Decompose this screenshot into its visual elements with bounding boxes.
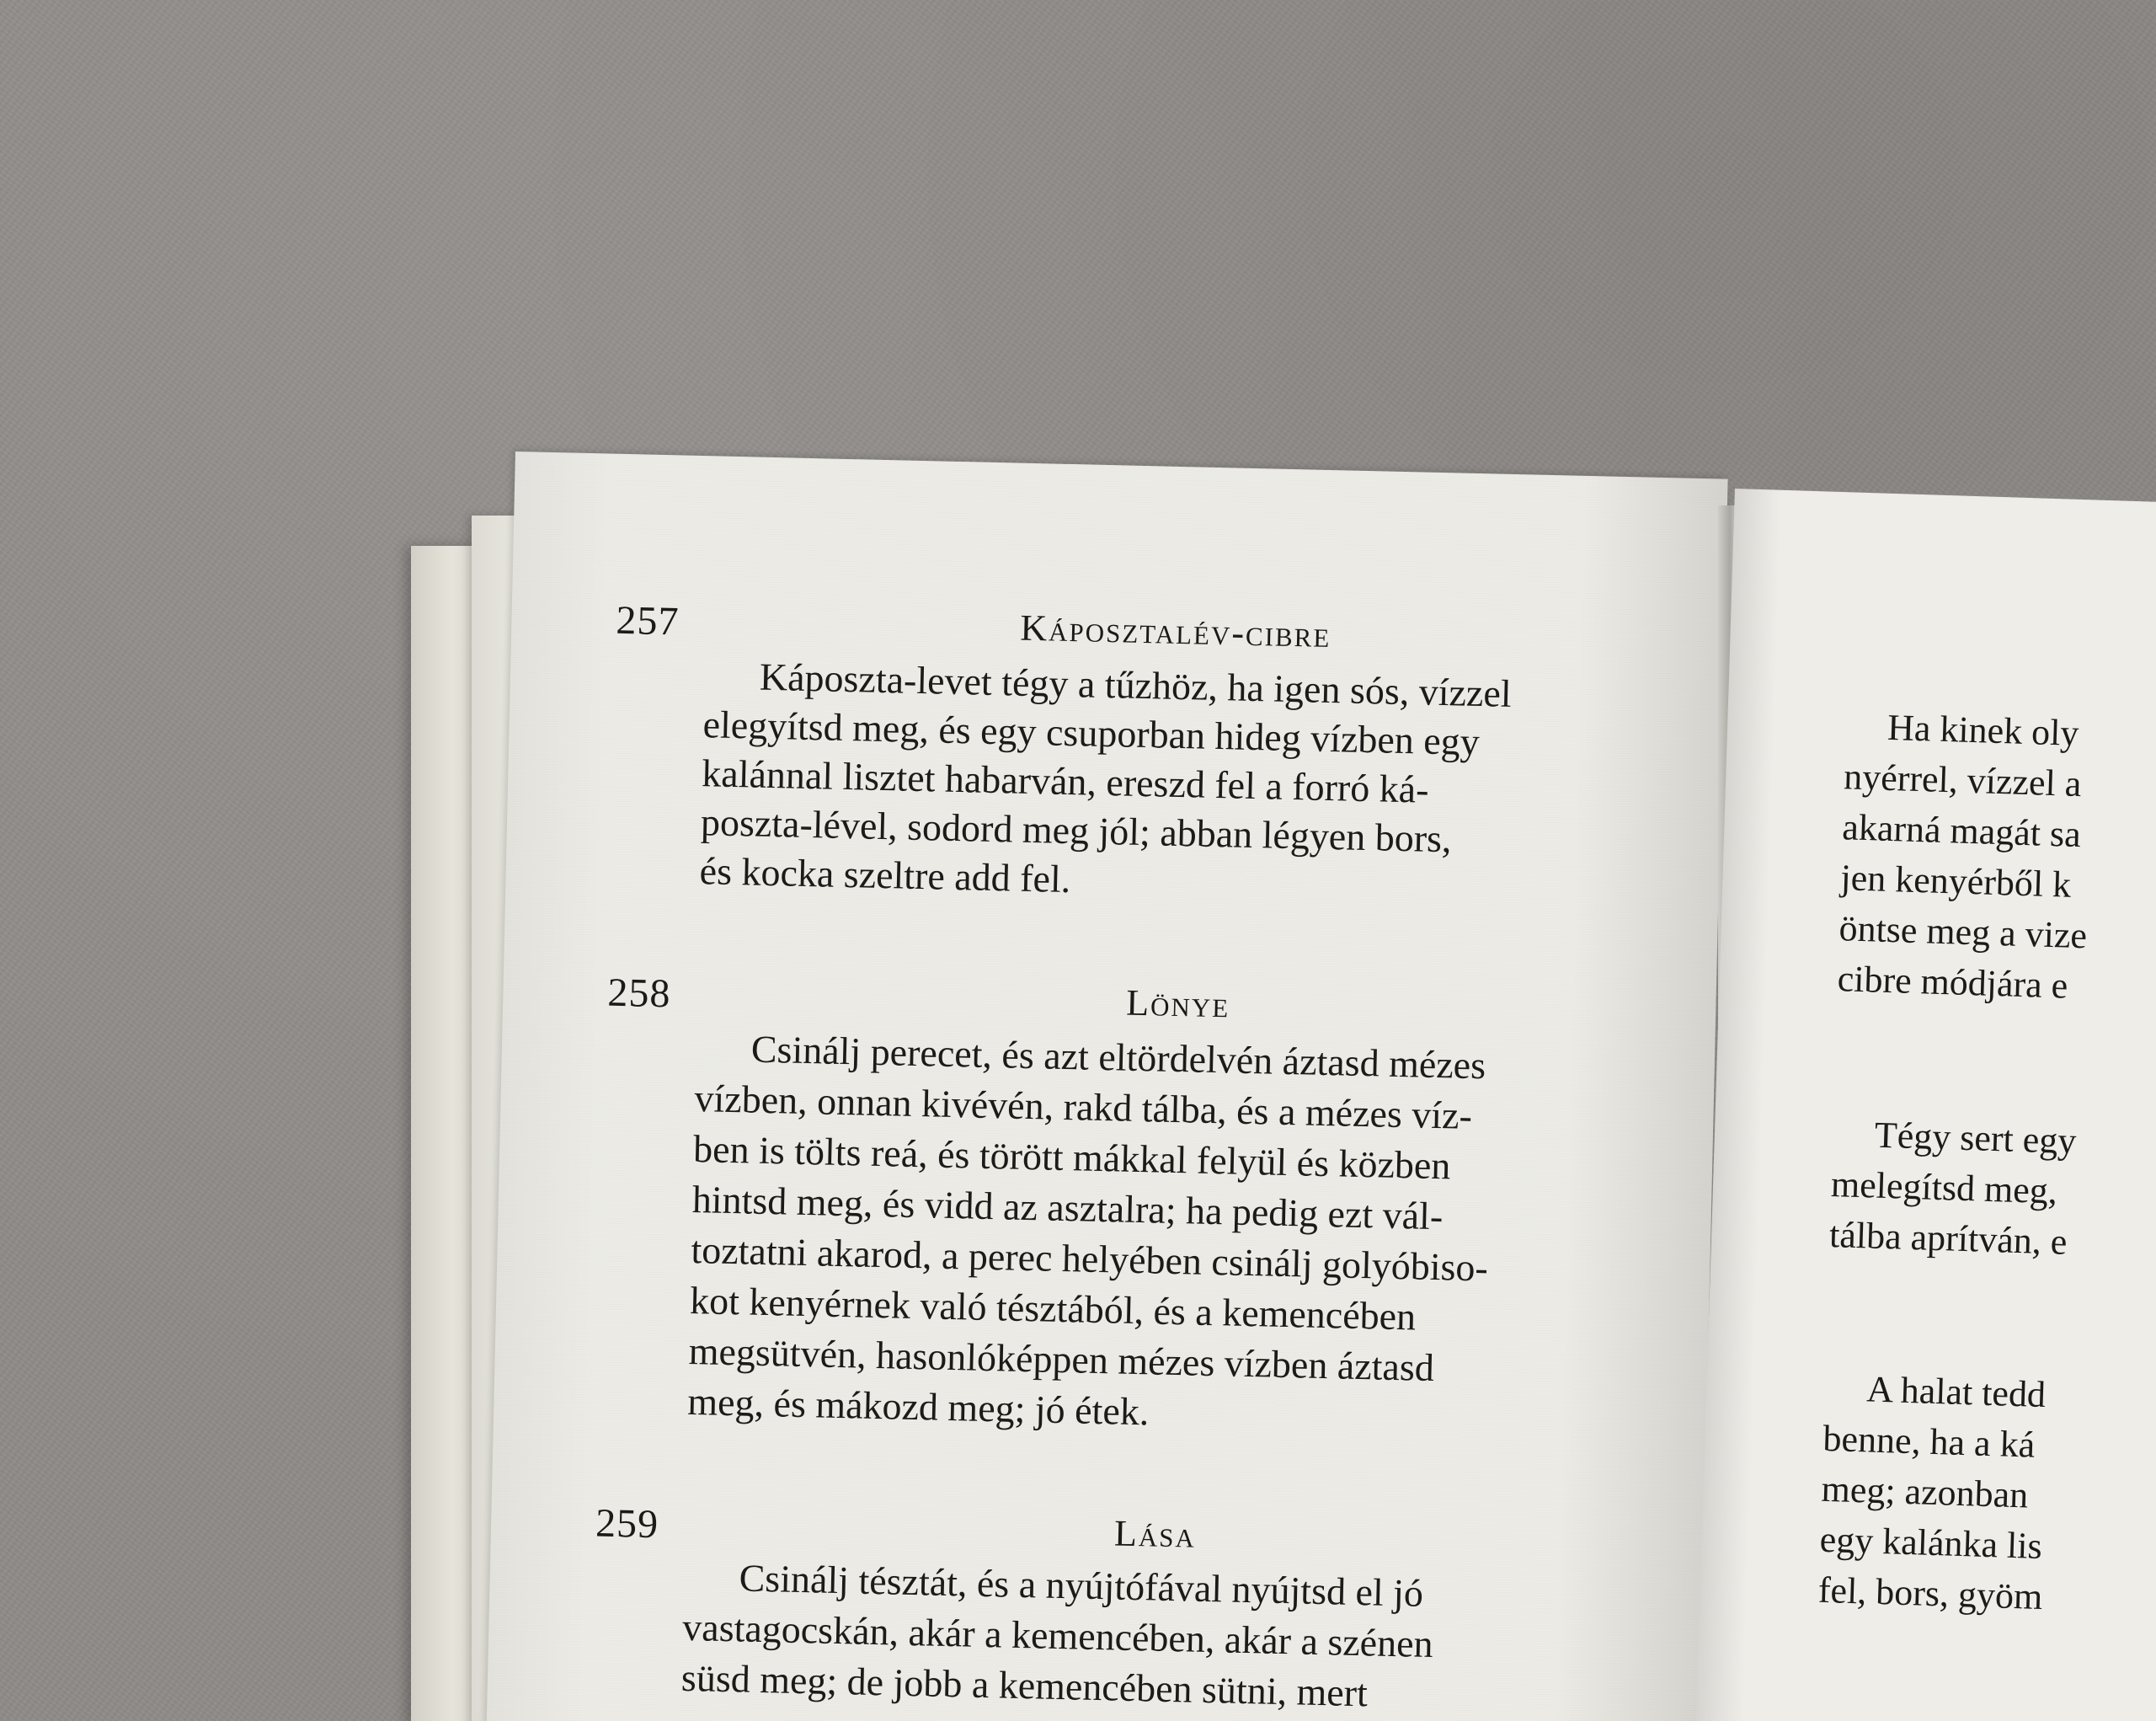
right-block-1-line-4: jen kenyérből k	[1839, 857, 2072, 906]
recipe-number-257: 257	[615, 597, 680, 644]
recipe-257-line-3: kalánnal lisztet habarván, ereszd fel a forró ká-	[701, 751, 1430, 811]
right-block-2-line-3: tálba aprítván, e	[1828, 1213, 2068, 1263]
left-page	[487, 452, 1728, 1721]
recipe-257-line-1: Káposzta-levet tégy a tűzhöz, ha igen sós, vízzel	[759, 655, 1513, 715]
recipe-258-line-6: kot kenyérnek való tésztából, és a kemencében	[689, 1278, 1417, 1339]
right-block-1-line-1: Ha kinek oly	[1886, 706, 2080, 754]
right-block-1-line-6: cibre módjára e	[1837, 958, 2069, 1007]
right-block-1-line-5: öntse meg a vize	[1838, 907, 2088, 957]
right-block-1-line-2: nyérrel, vízzel a	[1843, 756, 2083, 805]
right-block-3-line-5: fel, bors, gyöm	[1817, 1569, 2044, 1618]
recipe-number-258: 258	[606, 970, 672, 1017]
recipe-259-line-3: süsd meg; de jobb a kemencében sütni, mert	[680, 1655, 1369, 1715]
right-block-2-line-1: Tégy sert egy	[1874, 1114, 2078, 1162]
right-block-3-line-1: A halat tedd	[1865, 1368, 2047, 1416]
recipe-258-line-7: megsütvén, hasonlóképpen mézes vízben áztasd	[688, 1328, 1435, 1390]
recipe-title-lonye: Lönye	[1125, 981, 1230, 1026]
recipe-number-259: 259	[595, 1500, 659, 1547]
right-block-2-line-2: melegítsd meg,	[1830, 1163, 2058, 1212]
recipe-258-line-1: Csinálj perecet, és azt eltördelvén áztasd mézes	[750, 1027, 1486, 1088]
right-block-3-line-3: meg; azonban	[1820, 1467, 2029, 1516]
right-block-3-line-4: egy kalánka lis	[1819, 1518, 2043, 1568]
recipe-258-line-8: meg, és mákozd meg; jó étek.	[686, 1379, 1150, 1434]
recipe-257-line-2: elegyítsd meg, és egy csuporban hideg vízben egy	[702, 703, 1481, 764]
right-page	[1696, 489, 2156, 1721]
recipe-259-line-2: vastagocskán, akár a kemencében, akár a szénen	[681, 1605, 1434, 1666]
right-block-1-line-3: akarná magát sa	[1841, 806, 2082, 856]
recipe-258-line-4: hintsd meg, és vidd az asztalra; ha pedig ezt vál-	[691, 1177, 1444, 1238]
recipe-258-line-3: ben is tölts reá, és törött mákkal felyül és közben	[692, 1127, 1451, 1188]
recipe-title-lasa: Lása	[1113, 1512, 1197, 1556]
recipe-258-line-5: toztatni akarod, a perec helyében csinálj golyóbiso-	[690, 1227, 1489, 1290]
recipe-title-kaposztalev-cibre: Káposztalév-cibre	[1019, 607, 1331, 656]
recipe-259-line-1: Csinálj tésztát, és a nyújtófával nyújtsd el jó	[739, 1556, 1424, 1615]
recipe-257-line-5: és kocka szeltre add fel.	[699, 849, 1071, 901]
recipe-258-line-2: vízben, onnan kivévén, rakd tálba, és a mézes víz-	[694, 1077, 1473, 1137]
right-block-3-line-2: benne, ha a ká	[1822, 1417, 2036, 1466]
recipe-257-line-4: poszta-lével, sodord meg jól; abban légyen bors,	[700, 800, 1453, 861]
